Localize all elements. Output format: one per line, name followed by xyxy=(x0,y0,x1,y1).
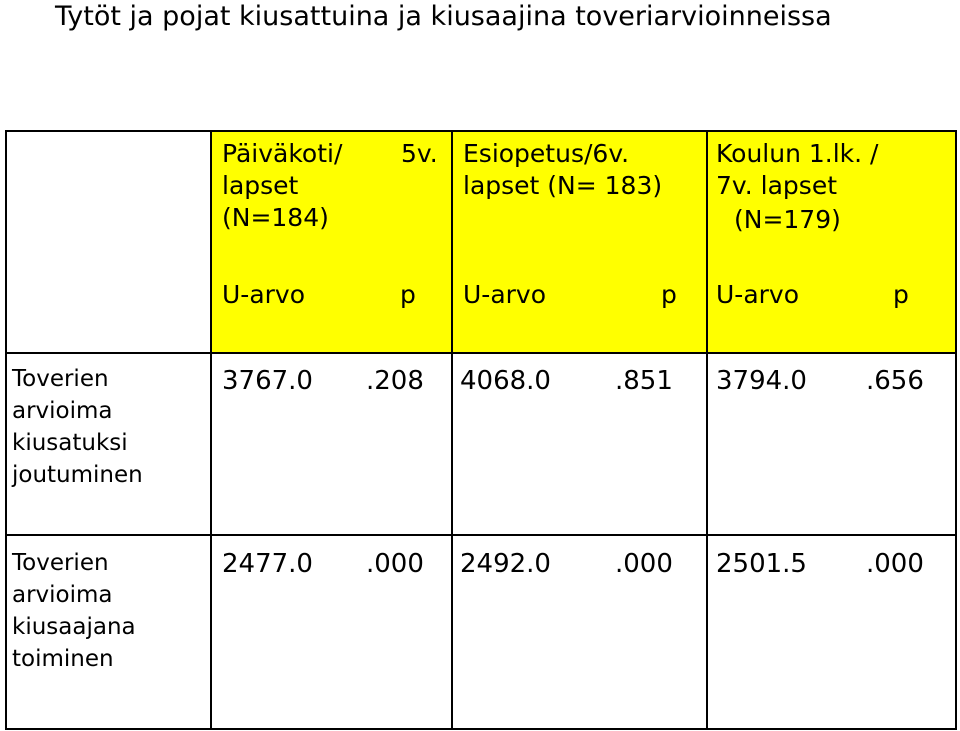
border-right xyxy=(955,130,957,730)
col1-group-header xyxy=(222,138,342,234)
row1-col3-u: 3794.0 xyxy=(716,366,807,396)
border-top xyxy=(5,130,957,132)
row2-col1-u: 2477.0 xyxy=(222,549,313,579)
col2-header-line1: Esiopetus/6v. xyxy=(463,139,630,168)
row1-col1-p: .208 xyxy=(366,366,424,396)
col2-p-label: p xyxy=(661,280,677,309)
row1-label-line4: joutuminen xyxy=(12,462,143,488)
col3-header-line1: Koulun 1.lk. / xyxy=(716,139,879,168)
border-left xyxy=(5,130,7,730)
row2-col1-p: .000 xyxy=(366,549,424,579)
row1-label xyxy=(12,363,143,491)
col1-u-label: U-arvo xyxy=(222,280,306,309)
col3-header-line2: 7v. lapset xyxy=(716,171,837,200)
row2-label xyxy=(12,547,136,675)
border-col2 xyxy=(451,130,453,730)
row2-label-line2: arvioima xyxy=(12,582,113,608)
row2-col3-p: .000 xyxy=(866,549,924,579)
border-col3 xyxy=(706,130,708,730)
row2-label-line3: kiusaajana xyxy=(12,614,136,640)
col3-header-line3: (N=179) xyxy=(734,205,841,234)
row1-col2-u: 4068.0 xyxy=(460,366,551,396)
border-col1 xyxy=(210,130,212,730)
col2-u-label: U-arvo xyxy=(463,280,547,309)
col1-header-line2: lapset xyxy=(222,171,299,200)
border-bottom xyxy=(5,728,957,730)
col1-header-age: 5v. xyxy=(401,139,438,168)
row2-col3-u: 2501.5 xyxy=(716,549,807,579)
col1-header-line3: (N=184) xyxy=(222,203,329,232)
col2-header-line2: lapset (N= 183) xyxy=(463,171,663,200)
row1-col3-p: .656 xyxy=(866,366,924,396)
col2-group-header xyxy=(463,138,662,202)
row1-col1-u: 3767.0 xyxy=(222,366,313,396)
row1-label-line1: Toverien xyxy=(12,366,109,392)
row2-label-line4: toiminen xyxy=(12,646,114,672)
col3-p-label: p xyxy=(893,280,909,309)
row1-label-line2: arvioima xyxy=(12,398,113,424)
col1-p-label: p xyxy=(400,280,416,309)
border-header-bottom xyxy=(5,352,957,354)
row1-col2-p: .851 xyxy=(615,366,673,396)
col1-header-line1: Päiväkoti/ xyxy=(222,139,343,168)
row2-col2-u: 2492.0 xyxy=(460,549,551,579)
slide-title: Tytöt ja pojat kiusattuina ja kiusaajina toveriarvioinneissa xyxy=(55,1,832,32)
col3-u-label: U-arvo xyxy=(716,280,800,309)
row2-label-line1: Toverien xyxy=(12,550,109,576)
border-row-divider xyxy=(5,534,957,536)
row1-label-line3: kiusatuksi xyxy=(12,430,128,456)
row2-col2-p: .000 xyxy=(615,549,673,579)
